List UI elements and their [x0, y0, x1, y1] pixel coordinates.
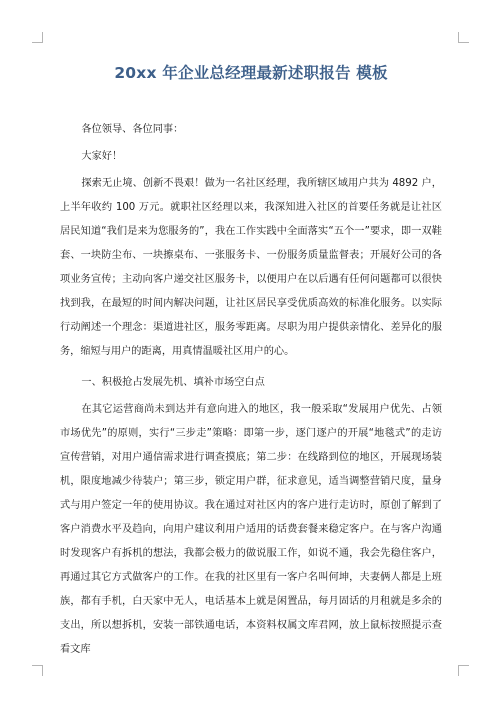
body-paragraph: 在其它运营商尚未到达并有意向进入的地区，我一般采取“发展用户优先、占领市场优先”的原则，实行“三步走”策略：即第一步，逐门逐户的开展“地毯式”的走访宣传营销，对用户通信需求进行调查摸底；第二步：在线路到位的地区，开展现场装机，限度地减少待装户；第三步，锁定用户群，征求意见，适当调整营销尺度，量身式与用户签定一年的使用协议。我在通过对社区内的客户进行走访时，原创了解到了客户消费水平及趋向，向用户建议利用户适用的话费套餐来稳定客户。在与客户沟通时发现客户有拆机的想法，我都会极力的做说服工作，如说不通，我会先稳住客户，再通过其它方式做客户的工作。在我的社区里有一客户名叫何坤，夫妻俩人都是上班族，都有手机，白天家中无人，电话基本上就是闲置品，每月固话的月租就是多余的支出，所以想拆机，安装一部铁通电话，本资料权属文库君网，放上鼠标按照提示查看文库 — [60, 404, 442, 655]
section-heading: 一、积极抢占发展先机、填补市场空白点 — [81, 377, 265, 388]
greeting: 大家好！ — [81, 151, 123, 162]
document-page — [60, 62, 442, 669]
crop-mark-top-right — [458, 32, 469, 43]
salutation: 各位领导、各位同事： — [81, 124, 184, 135]
crop-mark-bottom-left — [32, 665, 43, 676]
crop-mark-bottom-right — [458, 665, 469, 676]
crop-mark-top-left — [32, 32, 43, 43]
document-title: 20xx 年企业总经理最新述职报告 模板 — [114, 64, 388, 82]
body-paragraph: 探索无止境、创新不畏艰！做为一名社区经理，我所辖区域用户共为 4892 户，上半年收约 100 万元。就职社区经理以来，我深知进入社区的首要任务就是让社区居民知道“我们是来为您服务的”，我在工作实践中全面落实“五个一”要求，即一双鞋套、一块防尘布、一块擦桌布、一张服务卡、一份服务质量监督表；开展好公司的各项业务宣传；主动向客户递交社区服务卡，以便用户在以后遇有任何问题都可以很快找到我，在最短的时间内解决问题，让社区居民享受优质高效的标准化服务。以实际行动阐述一个理念：渠道进社区，服务零距离。尽职为用户提供亲情化、差异化的服务，缩短与用户的距离，用真情温暖社区用户的心。 — [60, 178, 442, 357]
